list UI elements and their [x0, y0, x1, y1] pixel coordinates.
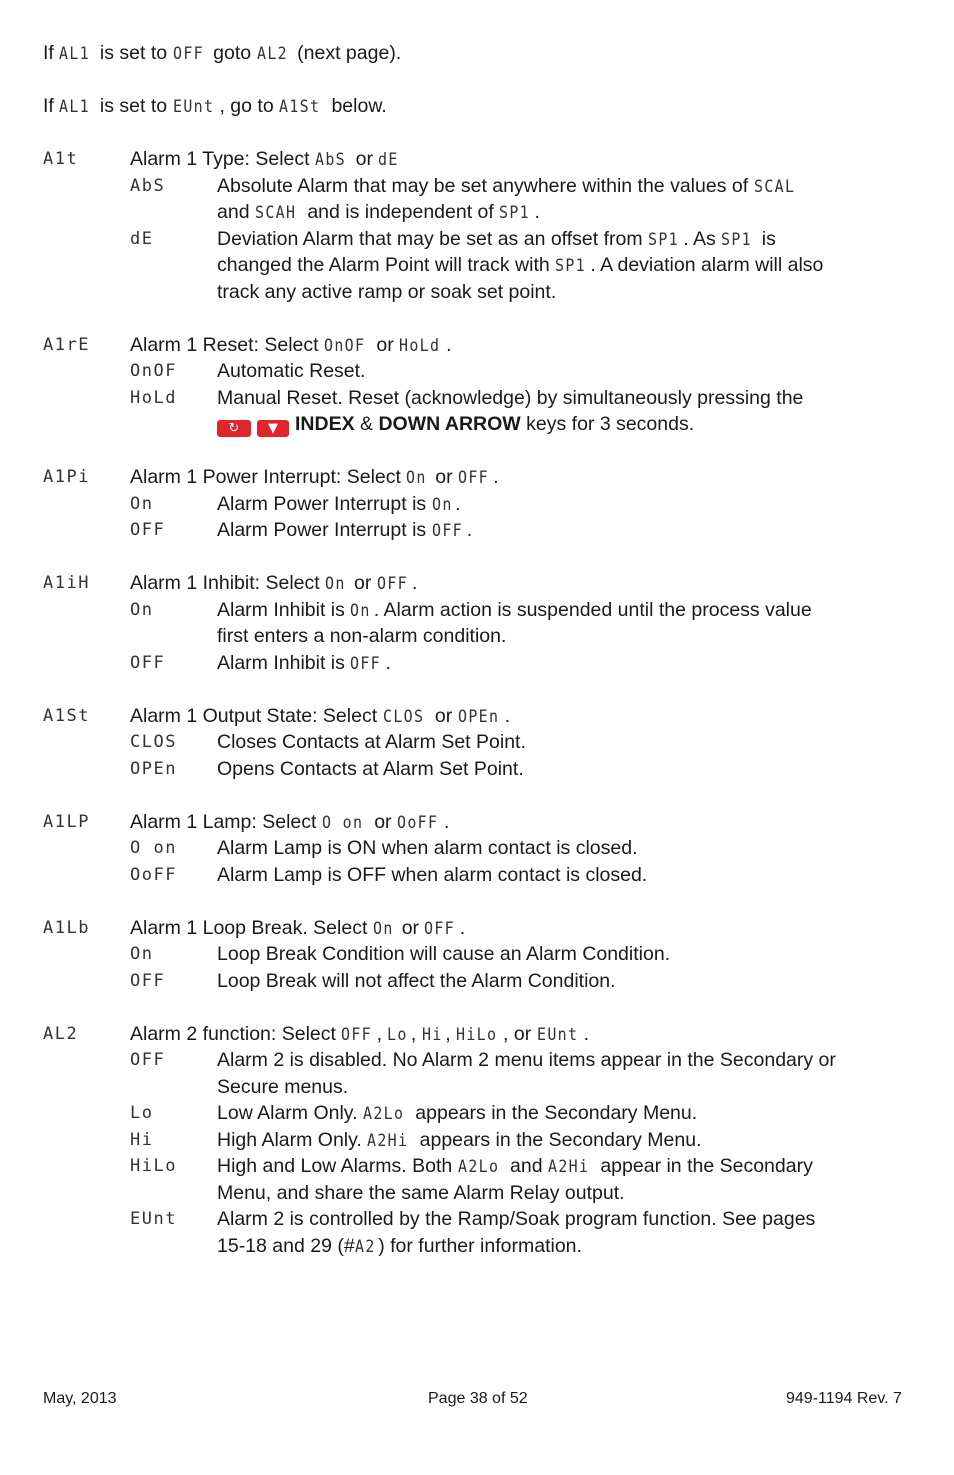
text: Alarm 1 Type: Select	[130, 148, 315, 170]
text: Alarm 1 Lamp: Select	[130, 811, 322, 833]
lcd-code: OFF	[376, 574, 408, 594]
text: Alarm Power Interrupt is	[217, 493, 432, 515]
text: Alarm Power Interrupt is	[217, 519, 432, 541]
text: , go to	[219, 95, 280, 117]
intro-line-1	[43, 40, 401, 67]
text: Deviation Alarm that may be set as an offset from	[217, 228, 649, 250]
lcd-code: AL1	[59, 97, 91, 117]
option-code: dE	[130, 229, 154, 249]
lcd-code: OFF	[431, 521, 463, 541]
lcd-code: OoFF	[396, 813, 439, 833]
lcd-code: EUnt	[536, 1025, 578, 1045]
section-head-a1lb	[130, 915, 465, 942]
lcd-code: CLOS	[382, 707, 424, 727]
text: .	[534, 201, 540, 223]
option-text: Secure menus.	[217, 1076, 349, 1098]
text: .	[411, 572, 418, 594]
text: or	[429, 705, 458, 727]
option-text	[217, 199, 540, 226]
text: .	[443, 811, 450, 833]
lcd-code: Hi	[421, 1025, 443, 1045]
option-code: Lo	[130, 1103, 154, 1123]
lcd-code: SP1	[499, 203, 531, 223]
lcd-code: AbS	[314, 150, 346, 170]
text: Alarm 1 Power Interrupt: Select	[130, 466, 407, 488]
lcd-code: Lo	[387, 1025, 409, 1045]
footer-doc-number: 949-1194 Rev. 7	[786, 1390, 902, 1407]
lcd-code: SP1	[555, 256, 587, 276]
footer-page-number: Page 38 of 52	[428, 1390, 528, 1407]
text: is	[756, 228, 776, 250]
text: .	[504, 705, 511, 727]
lcd-code: HiLo	[456, 1025, 498, 1045]
text: DOWN ARROW	[378, 413, 521, 435]
text: .	[493, 466, 499, 488]
text: 15-18 and 29 (#	[217, 1235, 355, 1257]
option-text	[217, 650, 391, 677]
lcd-code: A2Lo	[457, 1157, 499, 1177]
section-code-a1ih: A1iH	[43, 573, 90, 593]
text: .	[466, 519, 473, 541]
text: High Alarm Only.	[217, 1129, 368, 1151]
lcd-code: A2	[354, 1237, 376, 1257]
option-code: AbS	[130, 176, 166, 196]
option-text: track any active ramp or soak set point.	[217, 281, 557, 303]
text: keys for 3 seconds.	[520, 413, 695, 435]
option-text: Loop Break will not affect the Alarm Condition.	[217, 970, 616, 992]
option-text: Alarm Lamp is OFF when alarm contact is closed.	[217, 864, 648, 886]
section-head-a1lp	[130, 809, 449, 836]
text: .	[446, 334, 452, 356]
text: . As	[683, 228, 722, 250]
text: and	[217, 201, 255, 223]
text: appear in the Secondary	[594, 1155, 813, 1177]
option-text: Alarm 2 is disabled. No Alarm 2 menu items appear in the Secondary or	[217, 1049, 836, 1071]
option-text	[217, 1100, 697, 1127]
option-text: Alarm 2 is controlled by the Ramp/Soak program function. See pages	[217, 1208, 816, 1230]
text: is set to	[94, 95, 173, 117]
section-code-a1st: A1St	[43, 706, 90, 726]
text: or	[348, 572, 377, 594]
lcd-code: OFF	[341, 1025, 373, 1045]
text: &	[354, 413, 379, 435]
option-text	[217, 491, 460, 518]
option-text	[217, 597, 812, 624]
lcd-code: OFF	[458, 468, 490, 488]
text: is set to	[94, 42, 173, 64]
section-head-a1ih	[130, 570, 417, 597]
text: Alarm 1 Inhibit: Select	[130, 572, 326, 594]
option-text	[217, 226, 776, 253]
option-code: HoLd	[130, 388, 177, 408]
text: Alarm 2 function: Select	[130, 1023, 342, 1045]
option-text: first enters a non-alarm condition.	[217, 625, 507, 647]
text: or	[429, 466, 459, 488]
text: .	[385, 652, 391, 674]
lcd-code: SCAH	[254, 203, 297, 223]
option-code: OFF	[130, 971, 166, 991]
text: .	[455, 493, 461, 515]
text: appears in the Secondary Menu.	[409, 1102, 698, 1124]
lcd-code: HoLd	[399, 336, 441, 356]
text: (next page).	[291, 42, 402, 64]
lcd-code: SP1	[721, 230, 753, 250]
text: INDEX	[295, 413, 355, 435]
lcd-code: OFF	[350, 654, 382, 674]
option-code: OnOF	[130, 361, 177, 381]
lcd-code: On	[406, 468, 428, 488]
text: ,	[445, 1023, 457, 1045]
text: Low Alarm Only.	[217, 1102, 363, 1124]
option-code: On	[130, 494, 154, 514]
text: High and Low Alarms. Both	[217, 1155, 458, 1177]
option-code: OFF	[130, 653, 166, 673]
option-code: OoFF	[130, 865, 177, 885]
lcd-code: EUnt	[172, 97, 214, 117]
text: . Alarm action is suspended until the process value	[373, 599, 812, 621]
section-code-a1lb: A1Lb	[43, 918, 90, 938]
text: .	[459, 917, 466, 939]
option-text	[217, 252, 823, 279]
text: , or	[503, 1023, 537, 1045]
text: Alarm 1 Output State: Select	[130, 705, 383, 727]
option-text	[217, 517, 472, 544]
text: or	[350, 148, 379, 170]
option-text	[217, 173, 801, 200]
option-text: Automatic Reset.	[217, 360, 366, 382]
text: Absolute Alarm that may be set anywhere within the values of	[217, 175, 754, 197]
option-text	[217, 1233, 582, 1260]
section-code-a1re: A1rE	[43, 335, 90, 355]
text: ,	[410, 1023, 422, 1045]
option-code: On	[130, 600, 154, 620]
lcd-code: OnOF	[324, 336, 366, 356]
lcd-code: OFF	[172, 44, 204, 64]
section-code-a1lp: A1LP	[43, 812, 90, 832]
text: ,	[376, 1023, 388, 1045]
index-key-icon: ↻	[217, 420, 251, 437]
text: Alarm 1 Loop Break. Select	[130, 917, 373, 939]
option-text	[217, 1153, 813, 1180]
option-text: Manual Reset. Reset (acknowledge) by simultaneously pressing the	[217, 387, 804, 409]
option-text: Loop Break Condition will cause an Alarm Condition.	[217, 943, 671, 965]
text: appears in the Secondary Menu.	[414, 1129, 702, 1151]
text: and	[504, 1155, 548, 1177]
option-text: Alarm Lamp is ON when alarm contact is closed.	[217, 837, 638, 859]
section-head-a1pi	[130, 464, 499, 491]
lcd-code: O on	[321, 813, 364, 833]
lcd-code: AL1	[59, 44, 91, 64]
lcd-code: A2Hi	[367, 1131, 409, 1151]
text: below.	[326, 95, 387, 117]
lcd-code: OFF	[424, 919, 456, 939]
section-head-al2	[130, 1021, 589, 1048]
lcd-code: On	[372, 919, 394, 939]
text: If	[43, 42, 60, 64]
text: Alarm 1 Reset: Select	[130, 334, 324, 356]
lcd-code: AL2	[256, 44, 288, 64]
section-head-a1st	[130, 703, 510, 730]
option-text: Menu, and share the same Alarm Relay output.	[217, 1182, 625, 1204]
lcd-code: On	[431, 495, 453, 515]
option-code: EUnt	[130, 1209, 177, 1229]
option-code: CLOS	[130, 732, 177, 752]
text: ) for further information.	[378, 1235, 582, 1257]
option-code: O on	[130, 838, 177, 858]
text: or	[368, 811, 397, 833]
lcd-code: dE	[378, 150, 400, 170]
section-code-a1t: A1t	[43, 149, 79, 169]
text: .	[583, 1023, 589, 1045]
option-text	[217, 411, 694, 437]
text: If	[43, 95, 60, 117]
text: Alarm Inhibit is	[217, 652, 351, 674]
lcd-code: SCAL	[753, 177, 795, 197]
option-text: Closes Contacts at Alarm Set Point.	[217, 731, 526, 753]
section-code-al2: AL2	[43, 1024, 79, 1044]
lcd-code: On	[350, 601, 371, 621]
text: or	[370, 334, 400, 356]
section-head-a1t	[130, 146, 402, 173]
text: Alarm Inhibit is	[217, 599, 351, 621]
option-text: Opens Contacts at Alarm Set Point.	[217, 758, 524, 780]
lcd-code: OPEn	[457, 707, 500, 727]
footer-date: May, 2013	[43, 1390, 117, 1407]
text: . A deviation alarm will also	[590, 254, 824, 276]
section-head-a1re	[130, 332, 452, 359]
lcd-code: A1St	[279, 97, 321, 117]
lcd-code: SP1	[648, 230, 680, 250]
lcd-code: A2Lo	[362, 1104, 405, 1124]
down-arrow-key-icon: ▼	[257, 420, 289, 437]
lcd-code: A2Hi	[547, 1157, 590, 1177]
option-code: Hi	[130, 1130, 154, 1150]
lcd-code: On	[325, 574, 346, 594]
text: or	[396, 917, 425, 939]
option-code: OFF	[130, 1050, 166, 1070]
section-code-a1pi: A1Pi	[43, 467, 90, 487]
text: and is independent of	[301, 201, 500, 223]
option-code: OPEn	[130, 759, 177, 779]
option-text	[217, 1127, 702, 1154]
intro-line-2	[43, 93, 387, 120]
text: changed the Alarm Point will track with	[217, 254, 556, 276]
option-code: On	[130, 944, 154, 964]
option-code: HiLo	[130, 1156, 177, 1176]
option-code: OFF	[130, 520, 166, 540]
text: goto	[207, 42, 257, 64]
